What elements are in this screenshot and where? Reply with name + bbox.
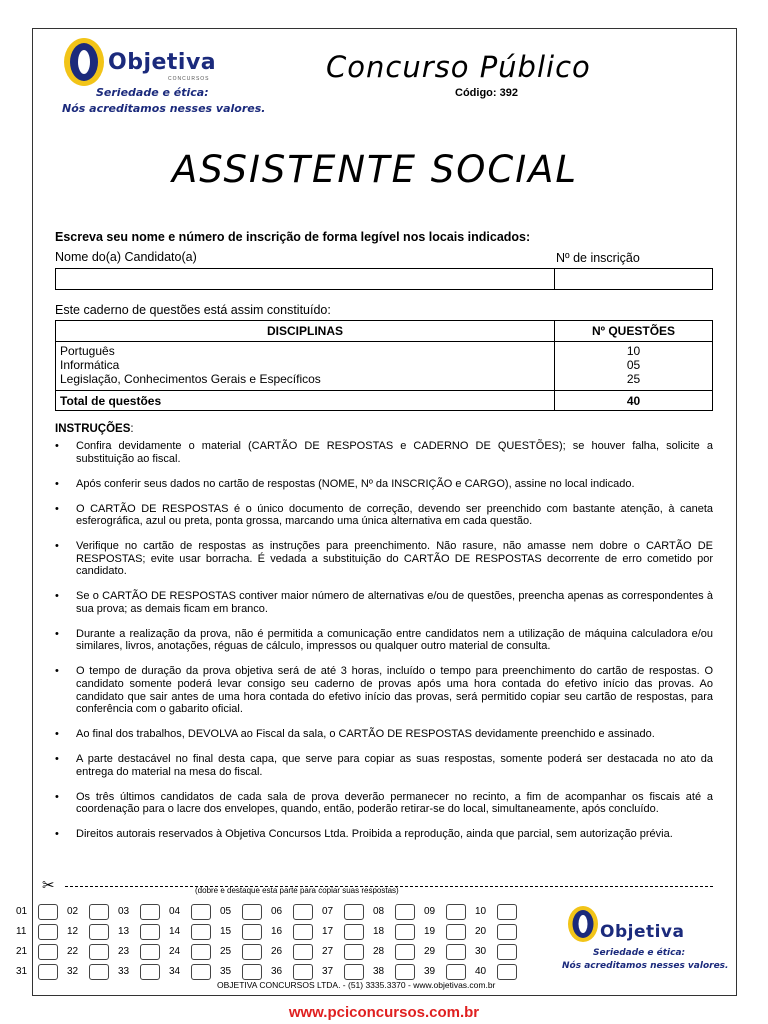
answer-box[interactable]: [293, 964, 313, 980]
answer-cell: [220, 964, 268, 980]
answer-box[interactable]: [38, 964, 58, 980]
answer-box[interactable]: [344, 924, 364, 940]
answer-number: 29: [424, 946, 436, 957]
answer-cell: [67, 924, 115, 940]
instruction-item: • Verifique no cartão de respostas as instruções para preenchimento. Não rasure, não amasse nem dobre o CARTÃO DE RESPOSTAS; evite usar borracha. É vedada a substituição do CARTÃO DE RESPOSTAS decorrente de erro cometido por candidato.: [55, 540, 713, 578]
answer-box[interactable]: [191, 964, 211, 980]
instruction-item: • O CARTÃO DE RESPOSTAS é o único documento de correção, devendo ser preenchido com bastante atenção, à caneta esferográfica, azul ou preta, ponta grossa, marcando uma única alternativa em cada questão.: [55, 503, 713, 528]
instructions-title: INSTRUÇÕES:: [55, 423, 134, 435]
answer-box[interactable]: [89, 964, 109, 980]
footer-company: OBJETIVA CONCURSOS LTDA. - (51) 3335.3370 - www.objetivas.com.br: [217, 980, 496, 990]
answer-box[interactable]: [140, 944, 160, 960]
answer-number: 36: [271, 966, 283, 977]
instruction-item: • A parte destacável no final desta capa, que serve para copiar as suas respostas, somente poderá ser destacada no ato da entrega do material na mesa do fiscal.: [55, 753, 713, 778]
answer-cell: [271, 924, 319, 940]
answer-number: 18: [373, 926, 385, 937]
answer-number: 27: [322, 946, 334, 957]
answer-number: 06: [271, 906, 283, 917]
answer-cell: [67, 904, 115, 920]
answer-box[interactable]: [293, 904, 313, 920]
answer-number: 10: [475, 906, 487, 917]
col-questions: Nº QUESTÕES: [555, 321, 713, 342]
answer-cell: [322, 924, 370, 940]
answer-cell: [373, 964, 421, 980]
total-label: Total de questões: [56, 391, 555, 411]
instruction-item: • Se o CARTÃO DE RESPOSTAS contiver maior número de alternativas e/ou de questões, preencha apenas as correspondentes à sua prova; as demais ficam em branco.: [55, 590, 713, 615]
answer-number: 40: [475, 966, 487, 977]
answer-box[interactable]: [344, 944, 364, 960]
instructions-title-text: INSTRUÇÕES: [55, 423, 131, 435]
answer-box[interactable]: [497, 904, 517, 920]
answer-cell: [67, 944, 115, 960]
question-count: 05: [626, 358, 641, 372]
counts-cell: [555, 342, 713, 391]
answer-box[interactable]: [395, 904, 415, 920]
answer-box[interactable]: [446, 924, 466, 940]
candidate-instruction: Escreva seu nome e número de inscrição de forma legível nos locais indicados:: [55, 230, 531, 244]
answer-box[interactable]: [140, 924, 160, 940]
answer-box[interactable]: [395, 944, 415, 960]
answer-cell: [475, 904, 523, 920]
answer-cell: [373, 904, 421, 920]
instruction-item: • Ao final dos trabalhos, DEVOLVA ao Fiscal da sala, o CARTÃO DE RESPOSTAS devidamente preenchido e assinado.: [55, 728, 713, 741]
answer-cell: [271, 964, 319, 980]
answer-number: 09: [424, 906, 436, 917]
answer-cell: [16, 944, 64, 960]
answer-cell: [118, 964, 166, 980]
answer-box[interactable]: [395, 964, 415, 980]
answer-box[interactable]: [293, 924, 313, 940]
slogan-line-1: Seriedade e ética:: [593, 948, 686, 958]
answer-number: 05: [220, 906, 232, 917]
answer-number: 37: [322, 966, 334, 977]
answer-cell: [271, 944, 319, 960]
answer-box[interactable]: [344, 904, 364, 920]
answer-number: 28: [373, 946, 385, 957]
slogan-line-1: Seriedade e ética:: [96, 86, 209, 99]
slogan-line-2: Nós acreditamos nesses valores.: [62, 102, 266, 115]
answer-number: 07: [322, 906, 334, 917]
answer-cell: [118, 904, 166, 920]
answer-cell: [220, 944, 268, 960]
subject-row: Português: [60, 344, 115, 358]
answer-box[interactable]: [140, 964, 160, 980]
instruction-item: • Direitos autorais reservados à Objetiva Concursos Ltda. Proibida a reprodução, ainda que parcial, sem autorização prévia.: [55, 828, 713, 841]
answer-cell: [169, 924, 217, 940]
instruction-item: • O tempo de duração da prova objetiva será de até 3 horas, incluído o tempo para preenchimento do cartão de respostas. O candidato somente poderá levar consigo seu caderno de provas após uma hora contada do efetivo início das provas. Ao candidato que sair antes de uma hora contada do efetivo início das provas, será permitido copiar seu cartão de respostas, para conferência com o gabarito oficial.: [55, 665, 713, 715]
answer-cell: [67, 964, 115, 980]
answer-cell: [271, 904, 319, 920]
composition-intro: Este caderno de questões está assim constituído:: [55, 303, 331, 317]
instructions-list: [55, 440, 713, 853]
answer-cell: [322, 964, 370, 980]
answer-cell: [322, 944, 370, 960]
answer-cell: [475, 944, 523, 960]
answer-number: 33: [118, 966, 130, 977]
subject-row: Legislação, Conhecimentos Gerais e Específicos: [60, 372, 321, 386]
exam-code: Código: 392: [455, 87, 518, 99]
answer-number: 02: [67, 906, 79, 917]
answer-cell: [16, 904, 64, 920]
answer-cell: [220, 904, 268, 920]
subjects-table: [55, 320, 713, 411]
answer-number: 15: [220, 926, 232, 937]
slogan-line-2: Nós acreditamos nesses valores.: [562, 961, 729, 971]
answer-number: 13: [118, 926, 130, 937]
objetiva-logo-bottom: [562, 904, 729, 974]
answer-number: 38: [373, 966, 385, 977]
question-count: 10: [626, 344, 641, 358]
answer-number: 34: [169, 966, 181, 977]
answer-box[interactable]: [38, 924, 58, 940]
answer-box[interactable]: [140, 904, 160, 920]
answer-box[interactable]: [191, 924, 211, 940]
answer-number: 30: [475, 946, 487, 957]
col-subjects: DISCIPLINAS: [56, 321, 555, 342]
answer-number: 32: [67, 966, 79, 977]
answer-number: 21: [16, 946, 28, 957]
answer-cell: [16, 924, 64, 940]
answer-box[interactable]: [497, 924, 517, 940]
answer-box[interactable]: [38, 944, 58, 960]
total-value: 40: [555, 391, 713, 411]
answer-number: 24: [169, 946, 181, 957]
answer-box[interactable]: [446, 904, 466, 920]
answer-box[interactable]: [497, 964, 517, 980]
answer-cell: [322, 904, 370, 920]
answer-number: 08: [373, 906, 385, 917]
answer-cell: [424, 964, 472, 980]
answer-number: 04: [169, 906, 181, 917]
instruction-item: • Durante a realização da prova, não é permitida a comunicação entre candidatos nem a utilização de máquina calculadora e/ou similares, livros, anotações, réguas de cálculo, impressos ou qualquer outro material de consulta.: [55, 628, 713, 653]
logo-brand: Objetiva: [600, 922, 685, 942]
field-divider: [554, 269, 555, 289]
subjects-cell: [56, 342, 555, 391]
answer-cell: [169, 904, 217, 920]
answer-number: 19: [424, 926, 436, 937]
answer-box[interactable]: [497, 944, 517, 960]
answer-cell: [373, 944, 421, 960]
answer-cell: [424, 924, 472, 940]
answer-number: 12: [67, 926, 79, 937]
cut-note: (dobre e destaque esta parte para copiar suas respostas): [195, 886, 399, 895]
answer-number: 25: [220, 946, 232, 957]
answer-number: 14: [169, 926, 181, 937]
answer-number: 20: [475, 926, 487, 937]
answer-box[interactable]: [191, 944, 211, 960]
answer-cell: [424, 904, 472, 920]
footer-site-link[interactable]: www.pciconcursos.com.br: [288, 1004, 480, 1021]
position-title: ASSISTENTE SOCIAL: [172, 148, 579, 191]
answer-cell: [475, 924, 523, 940]
name-label: Nome do(a) Candidato(a): [55, 250, 197, 264]
scissors-icon: ✂: [42, 877, 55, 894]
answer-cell: [118, 944, 166, 960]
answer-number: 35: [220, 966, 232, 977]
logo-brand: Objetiva: [108, 50, 217, 75]
answer-box[interactable]: [191, 904, 211, 920]
answer-cell: [169, 944, 217, 960]
answer-box[interactable]: [395, 924, 415, 940]
logo-brand-sub: CONCURSOS: [168, 76, 210, 82]
answer-cell: [118, 924, 166, 940]
answer-number: 26: [271, 946, 283, 957]
answer-box[interactable]: [446, 964, 466, 980]
answer-number: 23: [118, 946, 130, 957]
instruction-item: • Os três últimos candidatos de cada sala de prova deverão permanecer no recinto, a fim de acompanhar os fiscais até a coordenação para o lacre dos envelopes, quando, então, poderão retirar-se do local, simultaneamente, após concluído.: [55, 791, 713, 816]
instruction-item: • Confira devidamente o material (CARTÃO DE RESPOSTAS e CADERNO DE QUESTÕES); se houver falha, solicite a substituição ao fiscal.: [55, 440, 713, 465]
answer-box[interactable]: [446, 944, 466, 960]
answer-number: 11: [16, 926, 27, 937]
answer-number: 22: [67, 946, 79, 957]
objetiva-logo: [62, 36, 266, 122]
answer-number: 16: [271, 926, 283, 937]
answer-cell: [16, 964, 64, 980]
answer-box[interactable]: [89, 944, 109, 960]
answer-box[interactable]: [242, 924, 262, 940]
answer-number: 17: [322, 926, 334, 937]
answer-cell: [475, 964, 523, 980]
answer-box[interactable]: [89, 904, 109, 920]
instruction-item: • Após conferir seus dados no cartão de respostas (NOME, Nº da INSCRIÇÃO e CARGO), assine no local indicado.: [55, 478, 713, 491]
answer-box[interactable]: [293, 944, 313, 960]
subject-row: Informática: [60, 358, 120, 372]
answer-number: 31: [16, 966, 28, 977]
answer-box[interactable]: [344, 964, 364, 980]
answer-box[interactable]: [242, 944, 262, 960]
page-title: Concurso Público: [326, 50, 591, 84]
answer-number: 39: [424, 966, 436, 977]
answer-cell: [220, 924, 268, 940]
answer-box[interactable]: [242, 904, 262, 920]
answer-cell: [169, 964, 217, 980]
answer-cell: [373, 924, 421, 940]
answer-number: 01: [16, 906, 28, 917]
answer-box[interactable]: [89, 924, 109, 940]
id-label: Nº de inscrição: [556, 251, 640, 265]
question-count: 25: [626, 372, 641, 386]
answer-box[interactable]: [38, 904, 58, 920]
answer-cell: [424, 944, 472, 960]
candidate-name-field[interactable]: [55, 268, 713, 290]
answer-box[interactable]: [242, 964, 262, 980]
answer-number: 03: [118, 906, 130, 917]
